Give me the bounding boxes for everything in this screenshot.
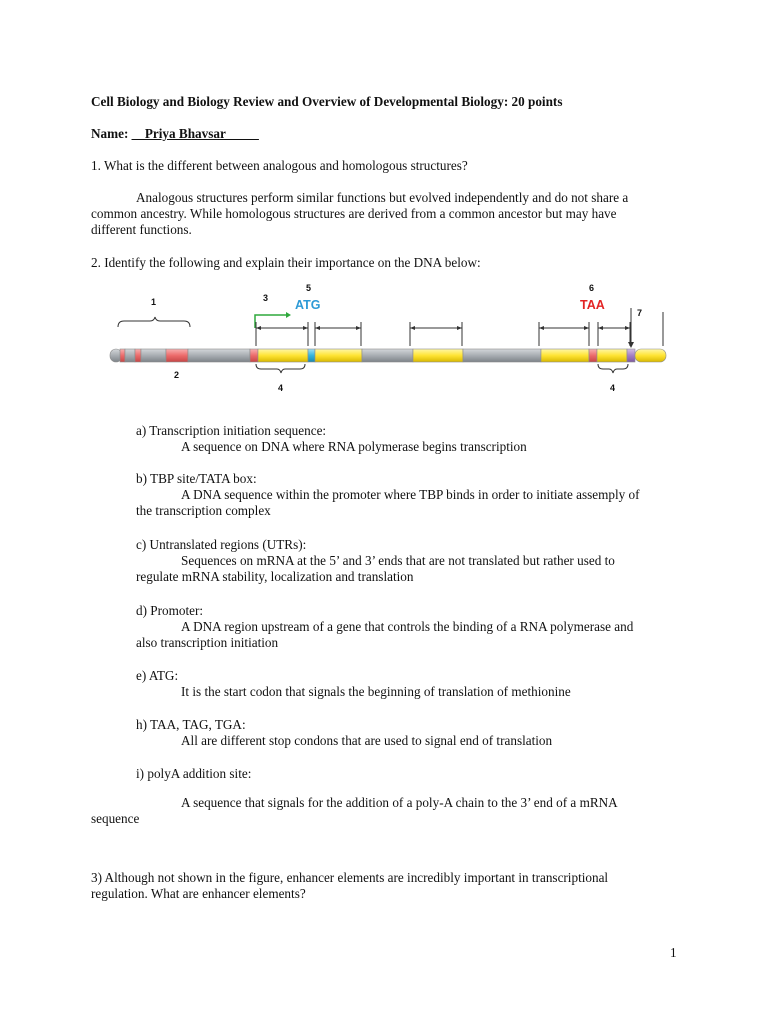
item-i-label: i) polyA addition site: [136,766,252,781]
diagram-label-4-right: 4 [610,383,616,393]
initiator-red-segment [250,349,258,362]
diagram-label-5: 5 [306,283,312,293]
document-title: Cell Biology and Biology Review and Overview of Developmental Biology: 20 points [91,94,563,109]
dna-red-stripe-1 [120,349,125,362]
promoter-brace [118,317,190,327]
exon-segment [315,349,362,362]
item-b-answer-1: A DNA sequence within the promoter where TBP binds in order to initiate assemply of [181,487,640,502]
taa-label: TAA [580,298,605,312]
item-h-label: h) TAA, TAG, TGA: [136,717,246,732]
exon-segment [413,349,463,362]
item-c-label: c) Untranslated regions (UTRs): [136,537,307,552]
question-3-line-1: 3) Although not shown in the figure, enhancer elements are incredibly important in transcriptional [91,870,609,885]
item-b-answer-2: the transcription complex [136,503,271,518]
question-3-line-2: regulation. What are enhancer elements? [91,886,306,901]
utr-3-brace [598,364,628,373]
transcription-start-arrowhead [286,312,291,318]
item-i-answer-1: A sequence that signals for the addition of a poly-A chain to the 3’ end of a mRNA [181,795,618,810]
intron-segment [362,349,413,362]
item-a-answer: A sequence on DNA where RNA polymerase begins transcription [181,439,527,454]
item-e-answer: It is the start codon that signals the beginning of translation of methionine [181,684,571,699]
question-2: 2. Identify the following and explain their importance on the DNA below: [91,255,481,270]
q1-answer-line-3: different functions. [91,222,192,237]
question-1: 1. What is the different between analogous and homologous structures? [91,158,468,173]
dna-gray-segment [141,349,166,362]
dna-gray-segment [125,349,135,362]
q1-answer-line-1: Analogous structures perform similar functions but evolved independently and do not share a [136,190,629,205]
utr-5-brace [256,364,305,373]
stop-codon-segment [589,349,597,362]
name-line [91,126,259,142]
item-i-answer-2: sequence [91,811,140,826]
diagram-label-2: 2 [174,370,180,380]
student-name: __Priya Bhavsar_____ [131,126,259,141]
tata-box-segment [166,349,188,362]
diagram-label-6: 6 [589,283,595,293]
atg-label: ATG [295,298,321,312]
item-d-answer-2: also transcription initiation [136,635,279,650]
diagram-label-3: 3 [263,293,269,303]
dna-right-end [635,349,666,362]
item-c-answer-1: Sequences on mRNA at the 5’ and 3’ ends that are not translated but rather used to [181,553,615,568]
diagram-label-4-left: 4 [278,383,284,393]
page-number: 1 [670,945,677,960]
polya-site-segment [627,349,635,362]
exon-segment [541,349,589,362]
q1-answer-line-2: common ancestry. While homologous structures are derived from a common ancestor but may have [91,206,617,221]
item-c-answer-2: regulate mRNA stability, localization and translation [136,569,414,584]
start-codon-segment [308,349,315,362]
item-h-answer: All are different stop condons that are used to signal end of translation [181,733,553,748]
item-d-answer-1: A DNA region upstream of a gene that controls the binding of a RNA polymerase and [181,619,634,634]
diagram-label-7: 7 [637,308,643,318]
name-label: Name: [91,126,129,141]
intron-segment [463,349,541,362]
diagram-label-1: 1 [151,297,157,307]
item-d-label: d) Promoter: [136,603,204,618]
polya-pointer-arrowhead [628,342,634,348]
utr-3-segment [597,349,627,362]
dna-diagram [0,278,768,400]
item-a-label: a) Transcription initiation sequence: [136,423,327,438]
dna-red-stripe-2 [135,349,141,362]
item-e-label: e) ATG: [136,668,179,683]
dna-gray-segment [188,349,250,362]
utr-5-segment [258,349,308,362]
transcription-start-arrow [255,315,286,328]
dna-strand [110,349,666,362]
item-b-label: b) TBP site/TATA box: [136,471,257,486]
